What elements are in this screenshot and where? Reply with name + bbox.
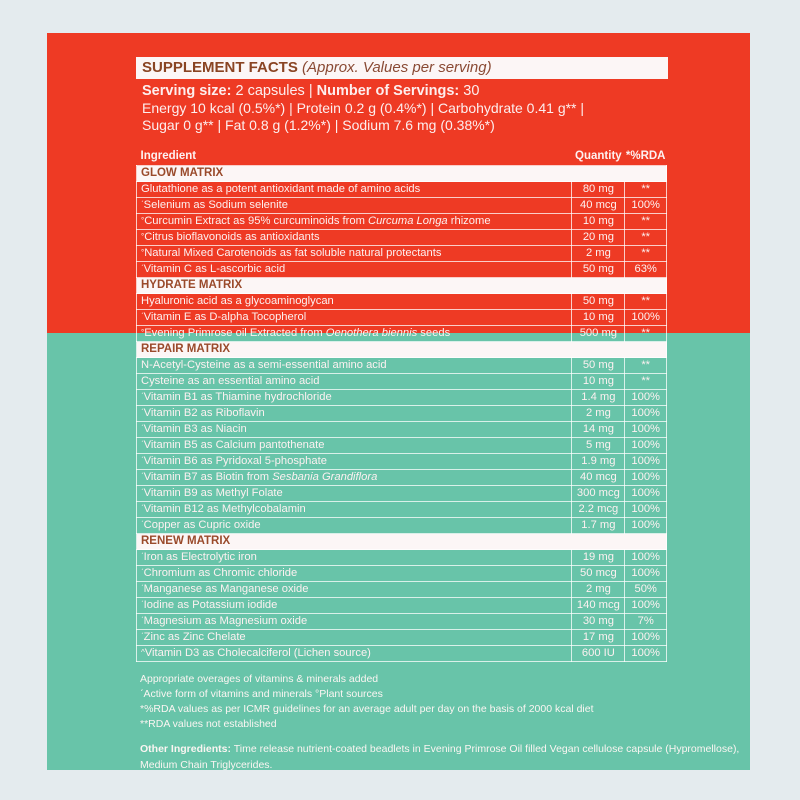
ingredient-cell: [137, 550, 572, 566]
ingredient-cell: [137, 390, 572, 406]
ingredient-name: Selenium as Sodium selenite: [143, 199, 288, 211]
table-row: [137, 262, 667, 278]
ingredient-name: Evening Primrose oil Extracted from: [144, 327, 326, 339]
ingredient-name: Magnesium as Magnesium oxide: [143, 615, 308, 627]
footnote-marker: ˊ: [141, 424, 144, 433]
footnote-marker: ˊ: [141, 632, 144, 641]
supplement-facts: [136, 57, 740, 773]
rda-cell: 100%: [625, 646, 667, 662]
quantity-cell: 10 mg: [572, 214, 625, 230]
table-row: [137, 454, 667, 470]
other-ingredients-label: Other Ingredients:: [140, 743, 232, 755]
ingredient-cell: [137, 486, 572, 502]
ingredient-cell: [137, 182, 572, 198]
footnote-marker: ˊ: [141, 568, 144, 577]
table-row: [137, 486, 667, 502]
table-row: [137, 310, 667, 326]
table-row: [137, 598, 667, 614]
rda-cell: 100%: [625, 566, 667, 582]
ingredient-name: Cysteine as an essential amino acid: [141, 375, 320, 387]
rda-cell: **: [625, 246, 667, 262]
ingredient-cell: [137, 646, 572, 662]
table-row: [137, 630, 667, 646]
ingredient-name: Hyaluronic acid as a glycoaminoglycan: [141, 295, 334, 307]
section-header-row: [137, 278, 667, 294]
ingredient-name: Vitamin B12 as Methylcobalamin: [143, 503, 306, 515]
section-header-row: [137, 166, 667, 182]
ingredient-name: Copper as Cupric oxide: [143, 519, 261, 531]
section-title: RENEW MATRIX: [137, 534, 667, 550]
quantity-cell: 19 mg: [572, 550, 625, 566]
table-row: [137, 230, 667, 246]
section-title: GLOW MATRIX: [137, 166, 667, 182]
rda-cell: 100%: [625, 310, 667, 326]
section-header-row: [137, 342, 667, 358]
ingredient-name: N-Acetyl-Cysteine as a semi-essential amino acid: [141, 359, 387, 371]
ingredient-cell: [137, 406, 572, 422]
ingredient-cell: [137, 630, 572, 646]
quantity-cell: 500 mg: [572, 326, 625, 342]
footnote-marker: ˊ: [141, 312, 144, 321]
section-header-row: [137, 534, 667, 550]
footnote-marker: ˊ: [141, 616, 144, 625]
rda-cell: **: [625, 214, 667, 230]
ingredient-name: Natural Mixed Carotenoids as fat soluble natural protectants: [144, 247, 442, 259]
ingredient-cell: [137, 358, 572, 374]
ingredient-name: Iodine as Potassium iodide: [143, 599, 278, 611]
rda-cell: **: [625, 374, 667, 390]
table-row: [137, 502, 667, 518]
ingredients-table: [136, 148, 667, 662]
ingredient-cell: [137, 374, 572, 390]
table-row: [137, 406, 667, 422]
ingredient-cell: [137, 262, 572, 278]
title: SUPPLEMENT FACTS: [142, 59, 298, 76]
quantity-cell: 5 mg: [572, 438, 625, 454]
rda-cell: 100%: [625, 598, 667, 614]
quantity-cell: 140 mcg: [572, 598, 625, 614]
table-row: [137, 358, 667, 374]
serving-info: [136, 82, 736, 100]
ingredient-cell: [137, 502, 572, 518]
rda-cell: 100%: [625, 518, 667, 534]
other-ingredients: [136, 741, 740, 773]
ingredient-cell: [137, 326, 572, 342]
ingredient-cell: [137, 198, 572, 214]
rda-cell: 100%: [625, 550, 667, 566]
quantity-cell: 40 mcg: [572, 470, 625, 486]
table-row: [137, 294, 667, 310]
table-row: [137, 326, 667, 342]
footnote-marker: °: [141, 248, 145, 257]
ingredient-name: Manganese as Manganese oxide: [143, 583, 309, 595]
quantity-cell: 50 mg: [572, 358, 625, 374]
servings-count-label: Number of Servings:: [316, 83, 460, 99]
section-title: REPAIR MATRIX: [137, 342, 667, 358]
table-row: [137, 422, 667, 438]
footnote-marker: ˊ: [141, 472, 144, 481]
quantity-cell: 300 mcg: [572, 486, 625, 502]
footnote-rda-not-established: **RDA values not established: [140, 718, 277, 730]
table-row: [137, 614, 667, 630]
quantity-cell: 50 mcg: [572, 566, 625, 582]
ingredient-name: Iron as Electrolytic iron: [143, 551, 257, 563]
ingredient-cell: [137, 518, 572, 534]
footnote-marker: ˊ: [141, 440, 144, 449]
ingredient-cell: [137, 614, 572, 630]
title-bar: [136, 57, 668, 79]
footnote-marker: ˊ: [141, 392, 144, 401]
servings-count-value: 30: [463, 83, 480, 99]
ingredient-cell: [137, 246, 572, 262]
nutrition-line-1: Energy 10 kcal (0.5%*) | Protein 0.2 g (0.4%*) | Carbohydrate 0.41 g** |: [142, 100, 585, 116]
header-ingredient: Ingredient: [140, 150, 197, 162]
table-row: [137, 182, 667, 198]
ingredient-cell: [137, 470, 572, 486]
footnote-marker: °: [141, 216, 145, 225]
ingredient-cell: [137, 598, 572, 614]
footnote-marker: ˊ: [141, 456, 144, 465]
table-row: [137, 198, 667, 214]
ingredient-name: Vitamin B5 as Calcium pantothenate: [143, 439, 325, 451]
footnote-rda-basis: *%RDA values as per ICMR guidelines for an average adult per day on the basis of 2000 kcal diet: [140, 703, 594, 715]
serving-size-value: 2 capsules: [235, 83, 305, 99]
rda-cell: **: [625, 182, 667, 198]
ingredient-name: Vitamin E as D-alpha Tocopherol: [143, 311, 307, 323]
ingredient-name: Vitamin B6 as Pyridoxal 5-phosphate: [143, 455, 327, 467]
quantity-cell: 30 mg: [572, 614, 625, 630]
table-row: [137, 214, 667, 230]
rda-cell: 100%: [625, 486, 667, 502]
quantity-cell: 50 mg: [572, 294, 625, 310]
quantity-cell: 2 mg: [572, 582, 625, 598]
ingredient-name: Vitamin B2 as Riboflavin: [143, 407, 265, 419]
rda-cell: 100%: [625, 470, 667, 486]
footnote-marker: °: [141, 328, 145, 337]
rda-cell: 50%: [625, 582, 667, 598]
quantity-cell: 1.4 mg: [572, 390, 625, 406]
ingredient-botanical-name: Curcuma Longa: [368, 215, 448, 227]
ingredient-cell: [137, 294, 572, 310]
ingredient-cell: [137, 310, 572, 326]
quantity-cell: 1.9 mg: [572, 454, 625, 470]
ingredient-name: Citrus bioflavonoids as antioxidants: [144, 231, 320, 243]
table-row: [137, 470, 667, 486]
footnote-marker: °: [141, 232, 145, 241]
footnote-marker: ˊ: [141, 600, 144, 609]
quantity-cell: 2 mg: [572, 246, 625, 262]
quantity-cell: 20 mg: [572, 230, 625, 246]
separator: |: [308, 83, 313, 99]
table-row: [137, 566, 667, 582]
header-rda: *%RDA: [625, 150, 666, 162]
table-body: [137, 166, 667, 662]
table-row: [137, 246, 667, 262]
ingredient-name: Chromium as Chromic chloride: [143, 567, 298, 579]
table-row: [137, 518, 667, 534]
footnote-marker: ˊ: [141, 520, 144, 529]
ingredient-name: Vitamin B7 as Biotin from: [143, 471, 273, 483]
footnote-marker: ˊ: [141, 264, 144, 273]
footnote-overages: Appropriate overages of vitamins & minerals added: [140, 673, 379, 685]
footnote-marker: ˊ: [141, 552, 144, 561]
ingredient-cell: [137, 214, 572, 230]
ingredient-name: Zinc as Zinc Chelate: [143, 631, 246, 643]
footnote-markers: ˊActive form of vitamins and minerals °Plant sources: [140, 688, 383, 700]
quantity-cell: 2.2 mcg: [572, 502, 625, 518]
section-title: HYDRATE MATRIX: [137, 278, 667, 294]
ingredient-name: Glutathione as a potent antioxidant made of amino acids: [141, 183, 421, 195]
ingredient-name: Vitamin B1 as Thiamine hydrochloride: [143, 391, 332, 403]
ingredient-name: Vitamin B9 as Methyl Folate: [143, 487, 283, 499]
ingredient-cell: [137, 422, 572, 438]
ingredient-name: Vitamin D3 as Cholecalciferol (Lichen source): [144, 647, 371, 659]
table-row: [137, 390, 667, 406]
quantity-cell: 10 mg: [572, 310, 625, 326]
table-row: [137, 374, 667, 390]
quantity-cell: 2 mg: [572, 406, 625, 422]
quantity-cell: 10 mg: [572, 374, 625, 390]
header-quantity: Quantity: [575, 150, 622, 162]
ingredient-cell: [137, 454, 572, 470]
rda-cell: 7%: [625, 614, 667, 630]
footnote-marker: ˊ: [141, 504, 144, 513]
rda-cell: 100%: [625, 198, 667, 214]
quantity-cell: 17 mg: [572, 630, 625, 646]
rda-cell: 100%: [625, 422, 667, 438]
table-row: [137, 438, 667, 454]
quantity-cell: 600 IU: [572, 646, 625, 662]
ingredient-cell: [137, 230, 572, 246]
footnote-marker: ^: [141, 648, 145, 657]
rda-cell: 100%: [625, 454, 667, 470]
footnotes: [136, 672, 736, 732]
rda-cell: **: [625, 230, 667, 246]
rda-cell: 100%: [625, 502, 667, 518]
rda-cell: **: [625, 358, 667, 374]
table-row: [137, 646, 667, 662]
rda-cell: 63%: [625, 262, 667, 278]
footnote-marker: ˊ: [141, 408, 144, 417]
footnote-marker: ˊ: [141, 200, 144, 209]
ingredient-name: Vitamin B3 as Niacin: [143, 423, 247, 435]
ingredient-name: Curcumin Extract as 95% curcuminoids from: [144, 215, 369, 227]
rda-cell: 100%: [625, 630, 667, 646]
subtitle: (Approx. Values per serving): [302, 59, 492, 76]
ingredient-cell: [137, 566, 572, 582]
ingredient-name: Vitamin C as L-ascorbic acid: [143, 263, 286, 275]
quantity-cell: 80 mg: [572, 182, 625, 198]
rda-cell: 100%: [625, 406, 667, 422]
ingredient-suffix: seeds: [417, 327, 451, 339]
other-ingredients-text: Time release nutrient-coated beadlets in Evening Primrose Oil filled Vegan cellulose capsule (Hypromellose), Medium Chain Triglycerides.: [140, 743, 740, 771]
nutrition-line-2: Sugar 0 g** | Fat 0.8 g (1.2%*) | Sodium 7.6 mg (0.38%*): [142, 117, 495, 133]
quantity-cell: 40 mcg: [572, 198, 625, 214]
ingredient-botanical-name: Oenothera biennis: [325, 327, 418, 339]
footnote-marker: ˊ: [141, 584, 144, 593]
rda-cell: **: [625, 326, 667, 342]
ingredient-cell: [137, 438, 572, 454]
rda-cell: **: [625, 294, 667, 310]
table-header-row: [137, 148, 667, 166]
footnote-marker: ˊ: [141, 488, 144, 497]
rda-cell: 100%: [625, 438, 667, 454]
ingredient-cell: [137, 582, 572, 598]
table-row: [137, 582, 667, 598]
ingredient-suffix: rhizome: [447, 215, 491, 227]
quantity-cell: 50 mg: [572, 262, 625, 278]
ingredient-botanical-name: Sesbania Grandiflora: [272, 471, 378, 483]
rda-cell: 100%: [625, 390, 667, 406]
quantity-cell: 1.7 mg: [572, 518, 625, 534]
serving-size-label: Serving size:: [142, 83, 232, 99]
table-row: [137, 550, 667, 566]
quantity-cell: 14 mg: [572, 422, 625, 438]
